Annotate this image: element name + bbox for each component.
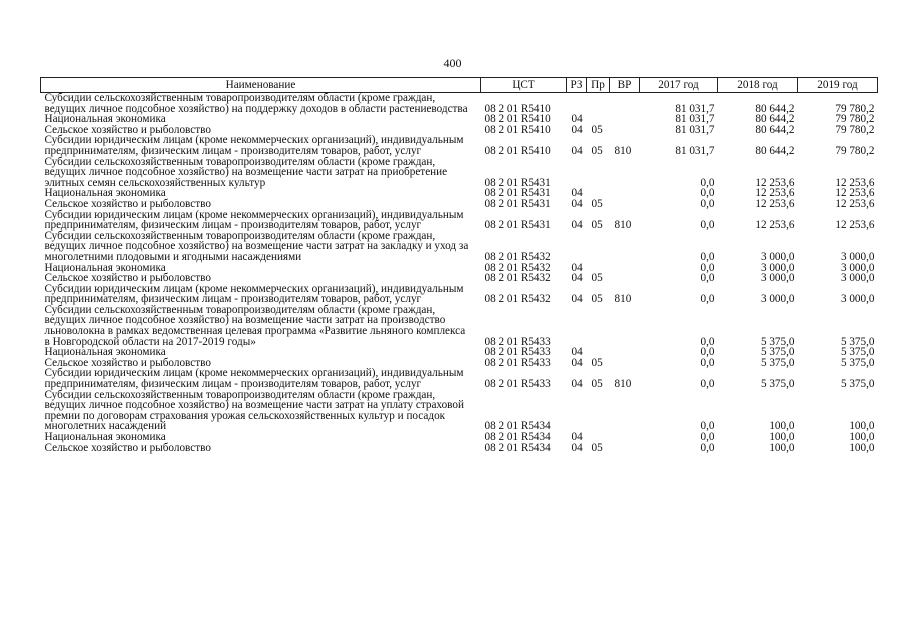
table-row [41, 284, 878, 305]
cell-2017: 0,0 [700, 187, 715, 200]
cell-rz: 04 [571, 441, 583, 454]
table-row [41, 390, 878, 432]
cell-vr [610, 199, 640, 210]
cell-2019: 100,0 [849, 431, 875, 443]
cell-name: Национальная экономика [44, 431, 166, 443]
cell-name: Сельское хозяйство и рыболовство [44, 356, 211, 369]
cell-cst: 08 2 01 R5431 [484, 187, 551, 200]
cell-2019: 100,0 [849, 420, 875, 433]
table-row [41, 368, 878, 389]
cell-pr: 05 [591, 356, 603, 369]
cell-vr [610, 390, 640, 432]
cell-vr: 810 [614, 219, 632, 232]
cell-cst: 08 2 01 R5434 [484, 420, 551, 433]
cell-name: Субсидии сельскохозяйственным товаропроизводителям области (кроме граждан, ведущих личное подсобное хозяйство) на возмещение части затрат на производство льноволокна в рамках ведомственная целевая программа «Развитие льняного комплекса в Новгородской области на 2017-2019 годы» [44, 303, 466, 348]
cell-cst: 08 2 01 R5431 [484, 219, 551, 232]
cell-rz: 04 [571, 197, 583, 210]
table-row [41, 231, 878, 263]
cell-2019: 79 780,2 [835, 102, 875, 115]
cell-cst: 08 2 01 R5432 [484, 261, 551, 274]
table-row [41, 210, 878, 231]
cell-vr [610, 273, 640, 284]
cell-rz: 04 [571, 187, 583, 200]
cell-2018: 12 253,6 [755, 197, 795, 210]
cell-name: Национальная экономика [44, 346, 166, 359]
table-row [41, 305, 878, 347]
cell-rz: 04 [571, 293, 583, 306]
table-row [41, 432, 878, 443]
cell-rz: 04 [571, 123, 583, 136]
cell-rz: 04 [571, 144, 583, 157]
cell-vr: 810 [614, 144, 632, 157]
cell-rz [567, 390, 587, 432]
cell-2018: 80 644,2 [755, 144, 795, 157]
table-row [41, 135, 878, 156]
cell-name: Национальная экономика [44, 187, 166, 200]
cell-rz: 04 [571, 346, 583, 359]
cell-2019: 12 253,6 [835, 219, 875, 232]
cell-2019: 5 375,0 [840, 335, 875, 348]
cell-cst: 08 2 01 R5433 [484, 346, 551, 359]
cell-2017: 0,0 [700, 431, 715, 443]
cell-vr: 810 [614, 378, 632, 391]
cell-pr [587, 305, 610, 347]
cell-2017: 0,0 [700, 378, 715, 391]
cell-2019: 12 253,6 [835, 176, 875, 189]
cell-2018: 12 253,6 [755, 219, 795, 232]
cell-2019: 5 375,0 [840, 346, 875, 359]
table-row [41, 93, 878, 115]
cell-rz: 04 [571, 356, 583, 369]
cell-name: Сельское хозяйство и рыболовство [44, 197, 211, 210]
cell-pr: 05 [591, 219, 603, 232]
cell-2019: 79 780,2 [835, 144, 875, 157]
cell-rz: 04 [571, 431, 583, 443]
table-header [41, 78, 878, 93]
cell-rz: 04 [571, 113, 583, 126]
cell-name: Национальная экономика [44, 261, 166, 274]
cell-name: Сельское хозяйство и рыболовство [44, 123, 211, 136]
cell-2018: 12 253,6 [755, 176, 795, 189]
cell-2017: 0,0 [700, 261, 715, 274]
cell-vr [610, 157, 640, 189]
cell-2018: 80 644,2 [755, 123, 795, 136]
cell-2018: 100,0 [769, 431, 795, 443]
cell-vr [610, 347, 640, 358]
cell-2019: 5 375,0 [840, 356, 875, 369]
cell-pr [587, 432, 610, 443]
cell-name: Субсидии сельскохозяйственным товаропроизводителям области (кроме граждан, ведущих личное подсобное хозяйство) на возмещение части затрат на закладку и уход за многолетними плодовыми и ягодными насаждениями [44, 229, 469, 263]
column-header-name: Наименование [41, 78, 481, 93]
cell-2017: 81 031,7 [675, 144, 715, 157]
column-header-2017: 2017 год [640, 78, 718, 93]
column-header-rz: РЗ [567, 78, 587, 93]
cell-pr [587, 93, 610, 115]
cell-2018: 5 375,0 [760, 378, 795, 391]
cell-cst: 08 2 01 R5433 [484, 356, 551, 369]
cell-2018: 3 000,0 [760, 250, 795, 263]
cell-cst: 08 2 01 R5410 [484, 144, 551, 157]
column-header-vr: ВР [610, 78, 640, 93]
table-row [41, 443, 878, 454]
cell-2017: 0,0 [700, 197, 715, 210]
cell-pr: 05 [591, 293, 603, 306]
column-header-2019: 2019 год [798, 78, 878, 93]
cell-2017: 0,0 [700, 346, 715, 359]
cell-name: Субсидии сельскохозяйственным товаропроизводителям области (кроме граждан, ведущих личное подсобное хозяйство) на возмещение части затрат на приобретение элитных семян сельскохозяйственных культур [44, 155, 448, 189]
cell-cst: 08 2 01 R5433 [484, 335, 551, 348]
cell-name: Сельское хозяйство и рыболовство [44, 272, 211, 285]
header-row [41, 78, 878, 93]
cell-2018: 3 000,0 [760, 272, 795, 285]
cell-pr [587, 390, 610, 432]
budget-table [40, 77, 878, 453]
cell-vr [610, 114, 640, 125]
cell-cst: 08 2 01 R5410 [484, 123, 551, 136]
cell-name: Субсидии юридическим лицам (кроме некоммерческих организаций), индивидуальным предпринимателям, физическим лицам - производителям товаров, работ, услуг [44, 134, 464, 157]
cell-rz: 04 [571, 261, 583, 274]
cell-pr: 05 [591, 197, 603, 210]
cell-2017: 0,0 [700, 441, 715, 454]
cell-name: Субсидии сельскохозяйственным товаропроизводителям области (кроме граждан, ведущих личное подсобное хозяйство) на поддержку доходов в области растениеводства [44, 92, 468, 115]
cell-cst: 08 2 01 R5431 [484, 176, 551, 189]
cell-pr: 05 [591, 123, 603, 136]
cell-2019: 5 375,0 [840, 378, 875, 391]
cell-2018: 3 000,0 [760, 293, 795, 306]
cell-2018: 5 375,0 [760, 356, 795, 369]
cell-2017: 0,0 [700, 335, 715, 348]
cell-2017: 0,0 [700, 219, 715, 232]
cell-rz [567, 157, 587, 189]
cell-cst: 08 2 01 R5410 [484, 102, 551, 115]
cell-cst: 08 2 01 R5432 [484, 293, 551, 306]
cell-2019: 3 000,0 [840, 272, 875, 285]
cell-2019: 100,0 [849, 441, 875, 454]
column-header-pr: Пр [587, 78, 610, 93]
cell-2017: 0,0 [700, 272, 715, 285]
cell-2019: 3 000,0 [840, 250, 875, 263]
cell-cst: 08 2 01 R5434 [484, 441, 551, 454]
cell-2019: 3 000,0 [840, 293, 875, 306]
cell-2019: 12 253,6 [835, 197, 875, 210]
cell-vr: 810 [614, 293, 632, 306]
cell-2019: 3 000,0 [840, 261, 875, 274]
cell-vr [610, 443, 640, 454]
cell-2018: 12 253,6 [755, 187, 795, 200]
cell-pr: 05 [591, 378, 603, 391]
page-number: 400 [443, 56, 462, 70]
cell-2017: 81 031,7 [675, 113, 715, 126]
cell-cst: 08 2 01 R5433 [484, 378, 551, 391]
cell-2017: 81 031,7 [675, 123, 715, 136]
cell-rz [567, 231, 587, 263]
cell-rz [567, 305, 587, 347]
cell-vr [610, 263, 640, 274]
cell-2017: 0,0 [700, 356, 715, 369]
cell-cst: 08 2 01 R5432 [484, 272, 551, 285]
cell-name: Субсидии сельскохозяйственным товаропроизводителям области (кроме граждан, ведущих личное подсобное хозяйство) на возмещение части затрат на уплату страховой премии по договорам страхования урожая сельскохозяйственных культур и посадок многолетних насаждений [44, 388, 464, 433]
cell-2018: 100,0 [769, 441, 795, 454]
cell-cst: 08 2 01 R5431 [484, 197, 551, 210]
table-row [41, 157, 878, 189]
cell-2018: 3 000,0 [760, 261, 795, 274]
cell-2017: 0,0 [700, 250, 715, 263]
cell-2018: 5 375,0 [760, 346, 795, 359]
cell-pr: 05 [591, 144, 603, 157]
cell-rz [567, 93, 587, 115]
table-row [41, 199, 878, 210]
cell-2019: 79 780,2 [835, 113, 875, 126]
cell-rz: 04 [571, 272, 583, 285]
cell-2017: 0,0 [700, 176, 715, 189]
cell-2018: 100,0 [769, 420, 795, 433]
cell-2018: 80 644,2 [755, 102, 795, 115]
cell-vr [610, 188, 640, 199]
cell-2017: 0,0 [700, 293, 715, 306]
cell-2017: 81 031,7 [675, 102, 715, 115]
cell-cst: 08 2 01 R5434 [484, 431, 551, 443]
cell-vr [610, 358, 640, 369]
column-header-cst: ЦСТ [481, 78, 567, 93]
cell-rz: 04 [571, 378, 583, 391]
cell-2018: 80 644,2 [755, 113, 795, 126]
cell-pr: 05 [591, 272, 603, 285]
cell-pr [587, 157, 610, 189]
cell-rz: 04 [571, 219, 583, 232]
cell-vr [610, 305, 640, 347]
cell-name: Субсидии юридическим лицам (кроме некоммерческих организаций), индивидуальным предпринимателям, физическим лицам - производителям товаров, работ, услуг [44, 208, 464, 232]
cell-cst: 08 2 01 R5432 [484, 250, 551, 263]
cell-name: Субсидии юридическим лицам (кроме некоммерческих организаций), индивидуальным предпринимателям, физическим лицам - производителям товаров, работ, услуг [44, 282, 464, 306]
cell-2017: 0,0 [700, 420, 715, 433]
table-body [41, 93, 878, 454]
cell-vr [610, 125, 640, 136]
cell-pr: 05 [591, 441, 603, 454]
cell-2018: 5 375,0 [760, 335, 795, 348]
cell-2019: 12 253,6 [835, 187, 875, 200]
cell-cst: 08 2 01 R5410 [484, 113, 551, 126]
cell-vr [610, 432, 640, 443]
cell-vr [610, 231, 640, 263]
cell-vr [610, 93, 640, 115]
column-header-2018: 2018 год [718, 78, 798, 93]
cell-name: Сельское хозяйство и рыболовство [44, 441, 211, 454]
cell-2019: 79 780,2 [835, 123, 875, 136]
cell-pr [587, 231, 610, 263]
cell-name: Субсидии юридическим лицам (кроме некоммерческих организаций), индивидуальным предпринимателям, физическим лицам - производителям товаров, работ, услуг [44, 367, 464, 391]
cell-name: Национальная экономика [44, 113, 166, 126]
